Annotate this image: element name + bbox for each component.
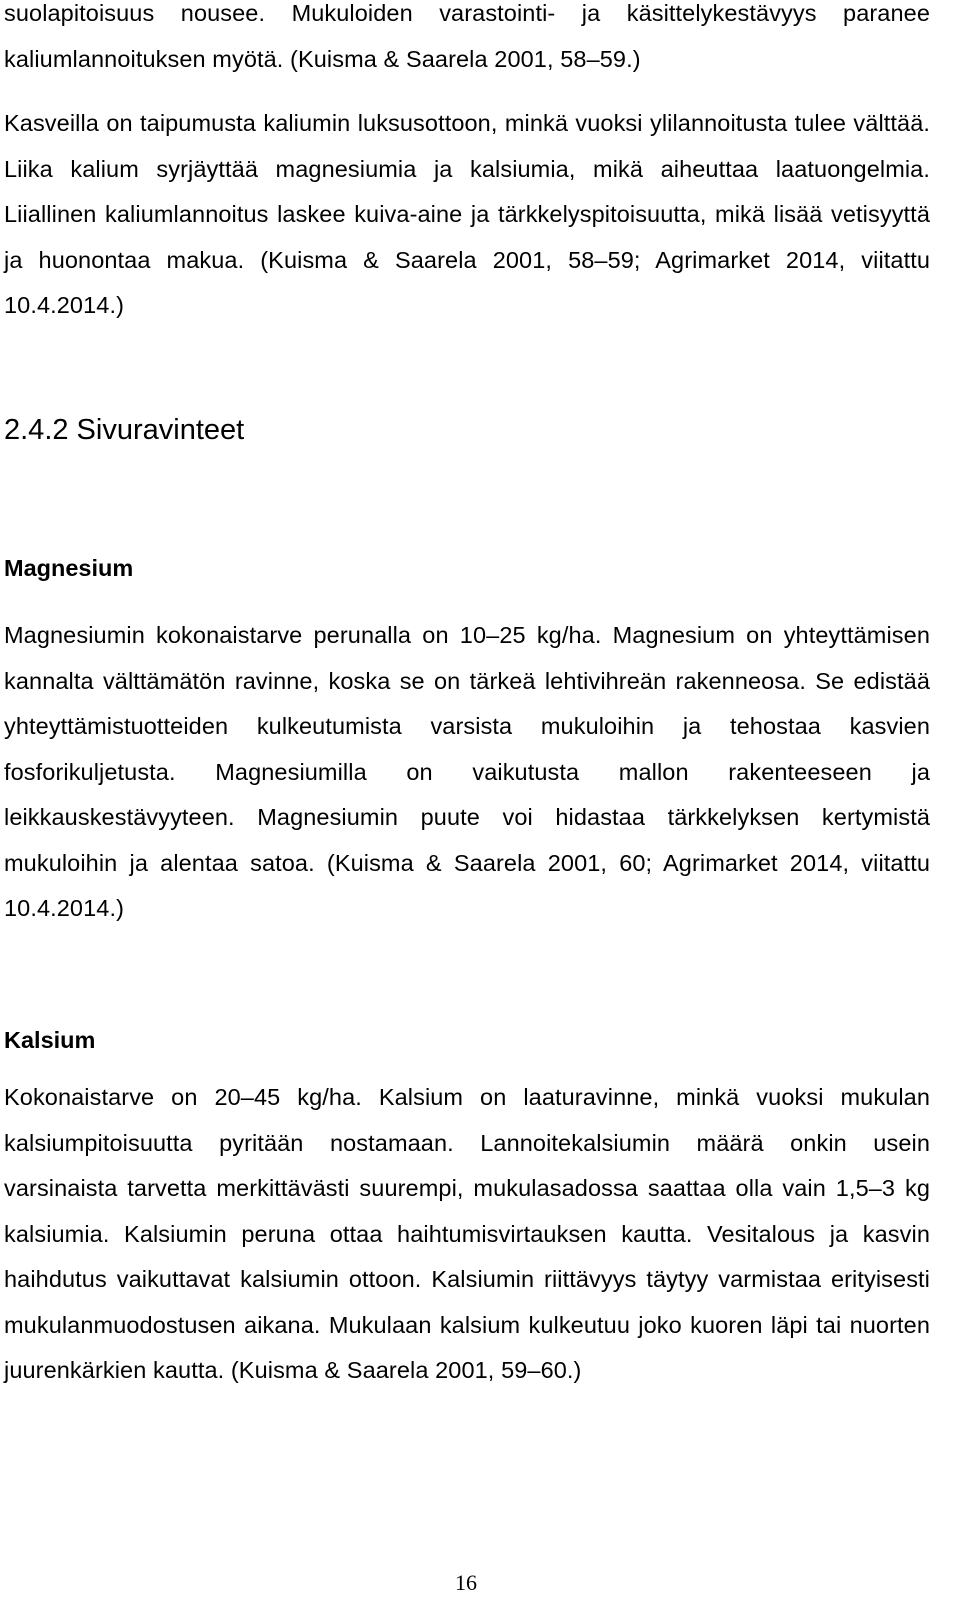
paragraph-magnesium: Magnesiumin kokonaistarve perunalla on 10–25 kg/ha. Magnesium on yhteyttämisen kannalta välttämätön ravinne, koska se on tärkeä lehtivihreän rakenneosa. Se edistää yhteyttämistuotteiden kulkeutumista varsista mukuloihin ja tehostaa kasvien fosforikuljetusta. Magnesiumilla on vaikutusta mallon rakenteeseen ja leikkauskestävyyteen. Magnesiumin puute voi hidastaa tärkkelyksen kertymistä mukuloihin ja alentaa satoa. (Kuisma & Saarela 2001, 60; Agrimarket 2014, viitattu 10.4.2014.) bbox=[4, 622, 930, 921]
page-number: 16 bbox=[455, 1570, 477, 1595]
section-heading: 2.4.2 Sivuravinteet bbox=[4, 414, 245, 446]
paragraph-intro: suolapitoisuus nousee. Mukuloiden varastointi- ja käsittelykestävyys paranee kaliumlannoituksen myötä. (Kuisma & Saarela 2001, 58–59.) bbox=[4, 0, 930, 72]
paragraph-kalsium: Kokonaistarve on 20–45 kg/ha. Kalsium on laaturavinne, minkä vuoksi mukulan kalsiumpitoisuutta pyritään nostamaan. Lannoitekalsiumin määrä onkin usein varsinaista tarvetta merkittävästi suurempi, mukulasadossa saattaa olla vain 1,5–3 kg kalsiumia. Kalsiumin peruna ottaa haihtumisvirtauksen kautta. Vesitalous ja kasvin haihdutus vaikuttavat kalsiumin ottoon. Kalsiumin riittävyys täytyy varmistaa erityisesti mukulanmuodostusen aikana. Mukulaan kalsium kulkeutuu joko kuoren läpi tai nuorten juurenkärkien kautta. (Kuisma & Saarela 2001, 59–60.) bbox=[4, 1084, 930, 1383]
subheading-kalsium: Kalsium bbox=[4, 1027, 96, 1053]
paragraph-kalium: Kasveilla on taipumusta kaliumin luksusottoon, minkä vuoksi ylilannoitusta tulee välttää. Liika kalium syrjäyttää magnesiumia ja kalsiumia, mikä aiheuttaa laatuongelmia. Liiallinen kaliumlannoitus laskee kuiva-aine ja tärkkelyspitoisuutta, mikä lisää vetisyyttä ja huonontaa makua. (Kuisma & Saarela 2001, 58–59; Agrimarket 2014, viitattu 10.4.2014.) bbox=[4, 110, 930, 318]
subheading-magnesium: Magnesium bbox=[4, 555, 134, 581]
